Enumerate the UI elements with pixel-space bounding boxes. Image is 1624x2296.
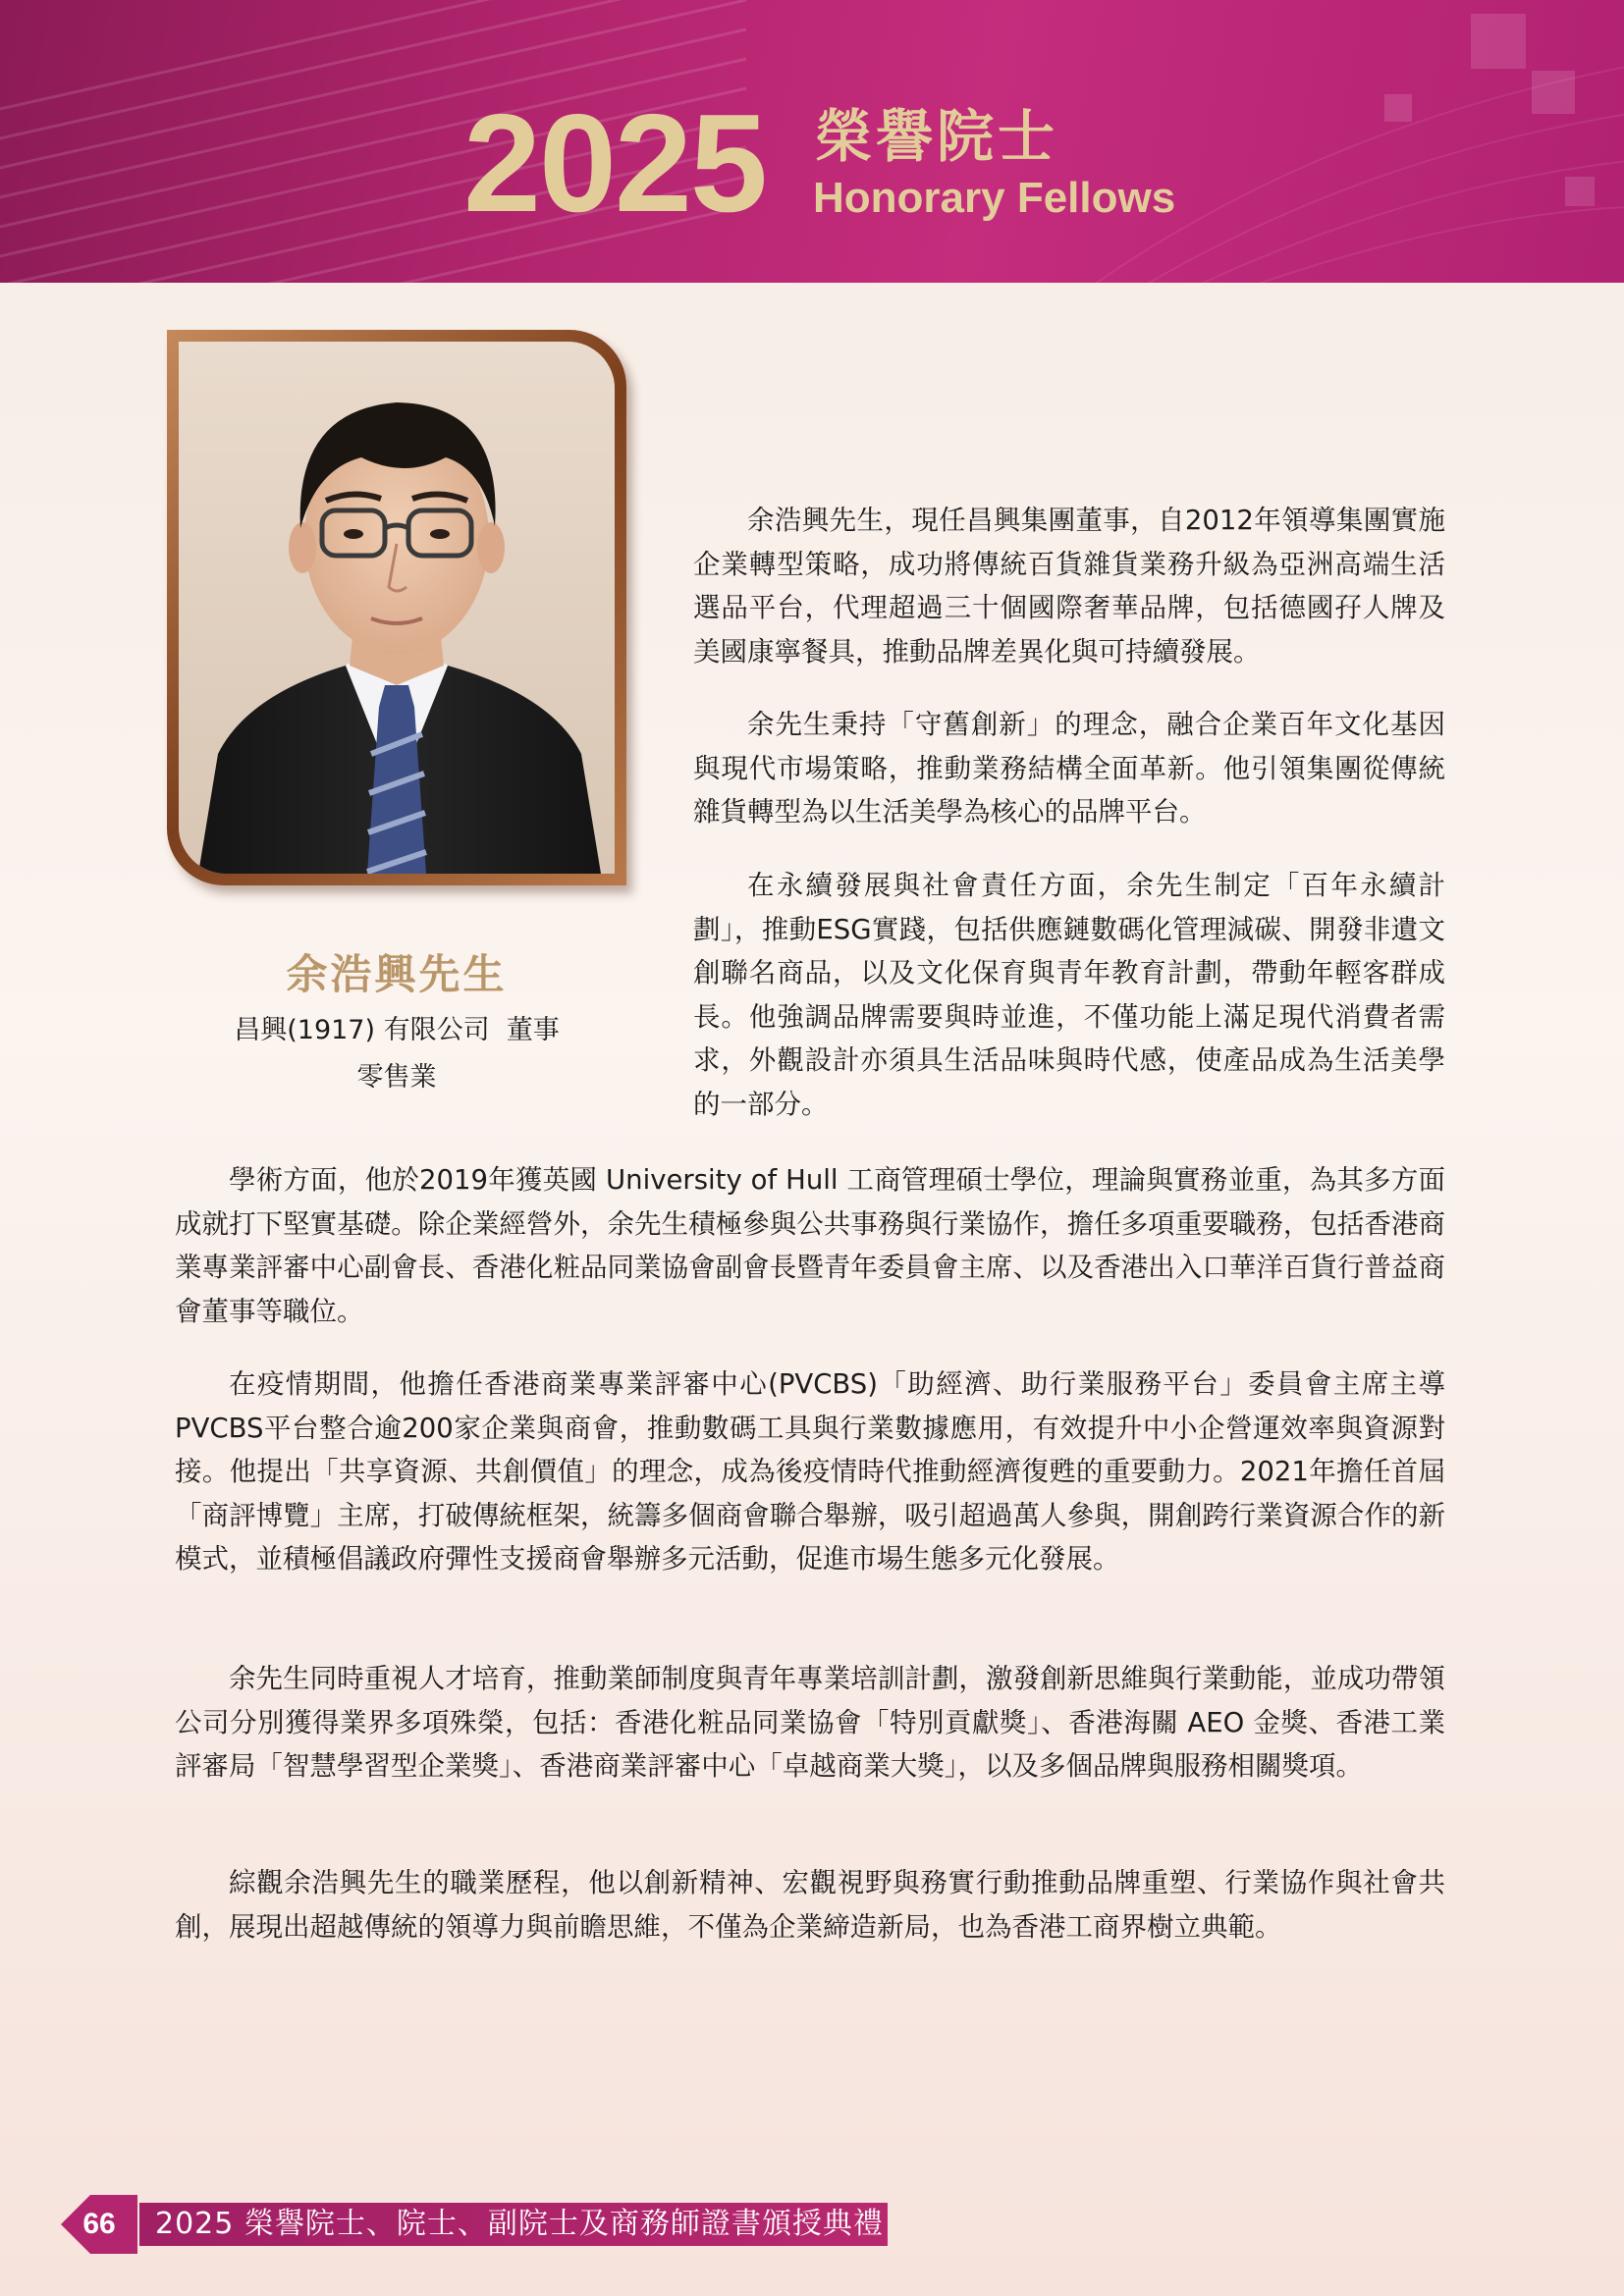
footer-title: 2025 榮譽院士、院士、副院士及商務師證書頒授典禮 <box>155 2207 884 2241</box>
bio-paragraph-1: 余浩興先生，現任昌興集團董事，自2012年領導集團實施企業轉型策略，成功將傳統百貨雜貨業務升級為亞洲高端生活選品平台，代理超過三十個國際奢華品牌，包括德國孖人牌及美國康寧餐具，推動品牌差異化與可持續發展。 <box>693 505 1445 667</box>
page-number: 66 <box>82 2208 116 2240</box>
decor-square <box>1565 177 1595 206</box>
portrait-frame <box>167 330 626 885</box>
portrait-photo <box>179 342 615 874</box>
decor-square <box>1532 71 1575 114</box>
header-stripes-decoration <box>0 0 1624 283</box>
header-banner <box>0 0 1624 283</box>
header-title-zh: 榮譽院士 <box>815 103 1059 170</box>
person-industry: 零售業 <box>356 1062 437 1093</box>
decor-square <box>1384 94 1412 122</box>
bio-paragraph-5: 在疫情期間，他擔任香港商業專業評審中心(PVCBS)「助經濟、助行業服務平台」委員會主席主導PVCBS平台整合逾200家企業與商會，推動數碼工具與行業數據應用，有效提升中小企營運效率與資源對接。他提出「共享資源、共創價值」的理念，成為後疫情時代推動經濟復甦的重要動力。2021年擔任首屆「商評博覽」主席，打破傳統框架，統籌多個商會聯合舉辦，吸引超過萬人參與，開創跨行業資源合作的新模式，並積極倡議政府彈性支援商會舉辦多元活動，促進市場生態多元化發展。 <box>175 1368 1445 1575</box>
bio-paragraph-2: 余先生秉持「守舊創新」的理念，融合企業百年文化基因與現代市場策略，推動業務結構全面革新。他引領集團從傳統雜貨轉型為以生活美學為核心的品牌平台。 <box>693 709 1445 828</box>
person-name: 余浩興先生 <box>286 950 508 998</box>
bio-paragraph-3: 在永續發展與社會責任方面，余先生制定「百年永續計劃」，推動ESG實踐，包括供應鏈數碼化管理減碳、開發非遺文創聯名商品，以及文化保育與青年教育計劃，帶動年輕客群成長。他強調品牌需要與時並進，不僅功能上滿足現代消費者需求，外觀設計亦須具生活品味與時代感，使產品成為生活美學的一部分。 <box>693 870 1445 1120</box>
bio-paragraph-4: 學術方面，他於2019年獲英國 University of Hull 工商管理碩士學位，理論與實務並重，為其多方面成就打下堅實基礎。除企業經營外，余先生積極參與公共事務與行業協作，擔任多項重要職務，包括香港商業專業評審中心副會長、香港化粧品同業協會副會長暨青年委員會主席、以及香港出入口華洋百貨行普益商會董事等職位。 <box>175 1164 1445 1327</box>
header-title-en: Honorary Fellows <box>813 174 1176 222</box>
decor-square <box>1471 14 1526 69</box>
bio-paragraph-7: 綜觀余浩興先生的職業歷程，他以創新精神、宏觀視野與務實行動推動品牌重塑、行業協作與社會共創，展現出超越傳統的領導力與前瞻思維，不僅為企業締造新局，也為香港工商界樹立典範。 <box>175 1867 1445 1943</box>
header-year: 2025 <box>463 85 766 241</box>
person-company-title: 昌興(1917) 有限公司 董事 <box>234 1015 560 1045</box>
person-portrait-illustration <box>179 342 615 874</box>
bio-paragraph-6: 余先生同時重視人才培育，推動業師制度與青年專業培訓計劃，激發創新思維與行業動能，並成功帶領公司分別獲得業界多項殊榮，包括：香港化粧品同業協會「特別貢獻獎」、香港海關 AEO 金獎、香港工業評審局「智慧學習型企業獎」、香港商業評審中心「卓越商業大獎」，以及多個品牌與服務相關獎項。 <box>175 1663 1445 1782</box>
